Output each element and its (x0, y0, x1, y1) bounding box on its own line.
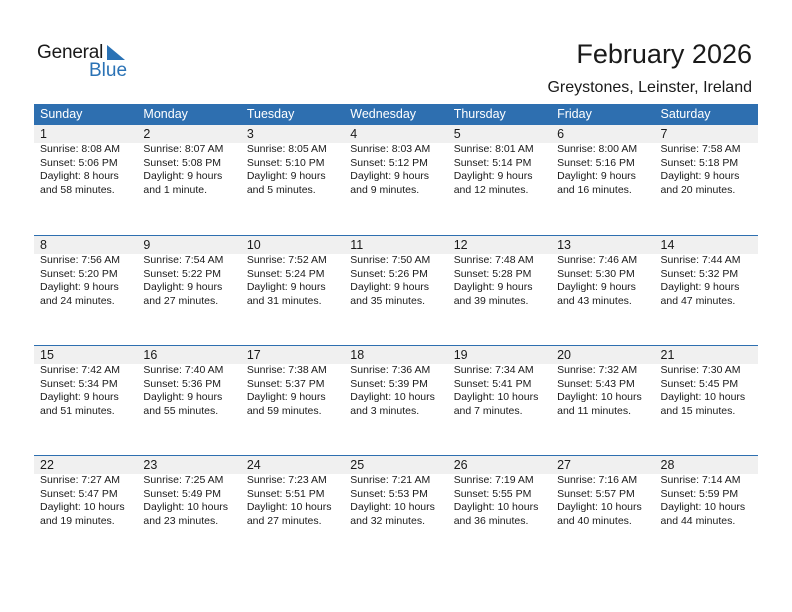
daylight-duration: Daylight: 9 hours (246, 391, 326, 403)
day-number: 1 (34, 125, 137, 143)
day-number: 12 (448, 236, 551, 254)
week-row (34, 455, 758, 565)
daylight-duration: and 12 minutes. (453, 183, 529, 196)
daylight-duration: and 1 minute. (143, 183, 208, 196)
sunset-time: Sunset: 5:43 PM (557, 377, 635, 390)
daylight-duration: and 7 minutes. (453, 404, 523, 417)
weekday-header: Friday (557, 107, 592, 121)
day-number: 14 (655, 236, 758, 254)
day-cell (448, 236, 551, 308)
logo-blue-text: Blue (89, 60, 128, 81)
day-cell (34, 456, 137, 528)
daylight-duration: and 19 minutes. (40, 514, 115, 527)
daylight-duration: and 11 minutes. (557, 404, 632, 417)
day-number: 15 (34, 346, 137, 364)
sunrise-time: Sunrise: 8:01 AM (453, 143, 534, 155)
day-details (34, 364, 137, 418)
day-details (551, 143, 654, 197)
sunrise-time: Sunrise: 7:23 AM (246, 474, 327, 486)
week-days (34, 456, 758, 528)
sunrise-time: Sunrise: 8:05 AM (246, 143, 327, 155)
sunrise-time: Sunrise: 7:58 AM (660, 143, 741, 155)
sunrise-time: Sunrise: 7:54 AM (143, 254, 224, 266)
weekday-header: Wednesday (350, 107, 417, 121)
day-number: 21 (655, 346, 758, 364)
day-cell (344, 456, 447, 528)
sunrise-time: Sunrise: 8:00 AM (557, 143, 638, 155)
weekday-header: Tuesday (246, 107, 295, 121)
day-number: 13 (551, 236, 654, 254)
day-details (448, 254, 551, 308)
weekday-header: Sunday (40, 107, 83, 121)
weekday-header: Monday (143, 107, 188, 121)
week-days (34, 125, 758, 197)
sunrise-time: Sunrise: 7:16 AM (557, 474, 638, 486)
calendar-grid (34, 104, 758, 527)
daylight-duration: and 58 minutes. (40, 183, 115, 196)
sunrise-time: Sunrise: 8:08 AM (40, 143, 120, 155)
day-number: 27 (551, 456, 654, 474)
sunrise-time: Sunrise: 7:36 AM (350, 364, 431, 376)
day-cell (551, 456, 654, 528)
day-cell (448, 456, 551, 528)
sunrise-time: Sunrise: 7:32 AM (557, 364, 638, 376)
sunset-time: Sunset: 5:34 PM (40, 377, 118, 390)
weekday-header-row (34, 104, 758, 125)
day-number: 22 (34, 456, 137, 474)
day-details (137, 474, 240, 528)
day-number: 11 (344, 236, 447, 254)
day-details (241, 254, 344, 308)
day-details (655, 364, 758, 418)
day-details (344, 364, 447, 418)
daylight-duration: and 16 minutes. (557, 183, 632, 196)
sunset-time: Sunset: 5:32 PM (660, 267, 739, 280)
daylight-duration: Daylight: 9 hours (350, 281, 430, 293)
day-details (551, 254, 654, 308)
day-details (448, 474, 551, 528)
daylight-duration: Daylight: 10 hours (557, 501, 642, 513)
daylight-duration: Daylight: 9 hours (453, 281, 533, 293)
daylight-duration: Daylight: 10 hours (453, 501, 539, 513)
daylight-duration: Daylight: 9 hours (453, 170, 533, 182)
day-details (34, 474, 137, 528)
daylight-duration: Daylight: 10 hours (557, 391, 642, 403)
daylight-duration: Daylight: 9 hours (660, 281, 740, 293)
day-details (655, 143, 758, 197)
sunrise-time: Sunrise: 7:52 AM (246, 254, 327, 266)
day-number: 7 (655, 125, 758, 143)
daylight-duration: and 43 minutes. (557, 294, 632, 307)
day-details (344, 474, 447, 528)
sunrise-time: Sunrise: 7:25 AM (143, 474, 224, 486)
day-details (34, 143, 137, 197)
sunset-time: Sunset: 5:47 PM (40, 487, 118, 500)
day-details (344, 143, 447, 197)
daylight-duration: Daylight: 9 hours (557, 170, 636, 182)
sunset-time: Sunset: 5:16 PM (557, 156, 635, 169)
daylight-duration: and 24 minutes. (40, 294, 115, 307)
day-cell (448, 346, 551, 418)
week-row (34, 345, 758, 455)
day-number: 8 (34, 236, 137, 254)
sunrise-time: Sunrise: 7:56 AM (40, 254, 120, 266)
logo (37, 42, 137, 82)
daylight-duration: and 59 minutes. (246, 404, 322, 417)
daylight-duration: Daylight: 10 hours (40, 501, 125, 513)
sunset-time: Sunset: 5:28 PM (453, 267, 532, 280)
daylight-duration: and 5 minutes. (246, 183, 316, 196)
daylight-duration: and 47 minutes. (660, 294, 736, 307)
day-number: 26 (448, 456, 551, 474)
day-details (448, 364, 551, 418)
day-details (137, 364, 240, 418)
day-number: 16 (137, 346, 240, 364)
weekday-header: Saturday (660, 107, 711, 121)
sunset-time: Sunset: 5:51 PM (246, 487, 325, 500)
daylight-duration: Daylight: 9 hours (246, 281, 326, 293)
daylight-duration: Daylight: 9 hours (143, 391, 223, 403)
day-cell (137, 456, 240, 528)
sunset-time: Sunset: 5:14 PM (453, 156, 532, 169)
day-details (448, 143, 551, 197)
day-details (551, 474, 654, 528)
sunset-time: Sunset: 5:18 PM (660, 156, 739, 169)
sunrise-time: Sunrise: 7:40 AM (143, 364, 224, 376)
daylight-duration: Daylight: 10 hours (143, 501, 229, 513)
daylight-duration: and 36 minutes. (453, 514, 529, 527)
day-number: 6 (551, 125, 654, 143)
day-cell (241, 456, 344, 528)
logo-general-text: General (37, 42, 104, 63)
sunset-time: Sunset: 5:57 PM (557, 487, 635, 500)
day-cell (137, 125, 240, 197)
day-cell (34, 125, 137, 197)
day-number: 25 (344, 456, 447, 474)
daylight-duration: Daylight: 10 hours (453, 391, 539, 403)
week-days (34, 236, 758, 308)
sunrise-time: Sunrise: 7:30 AM (660, 364, 741, 376)
daylight-duration: and 32 minutes. (350, 514, 425, 527)
daylight-duration: Daylight: 10 hours (350, 501, 435, 513)
day-cell (551, 125, 654, 197)
day-number: 5 (448, 125, 551, 143)
day-cell (655, 125, 758, 197)
day-cell (137, 236, 240, 308)
sunrise-time: Sunrise: 7:46 AM (557, 254, 638, 266)
daylight-duration: and 51 minutes. (40, 404, 115, 417)
daylight-duration: Daylight: 9 hours (350, 170, 430, 182)
sunrise-time: Sunrise: 7:19 AM (453, 474, 534, 486)
daylight-duration: and 15 minutes. (660, 404, 736, 417)
week-days (34, 346, 758, 418)
day-number: 2 (137, 125, 240, 143)
sunset-time: Sunset: 5:10 PM (246, 156, 325, 169)
week-row (34, 125, 758, 235)
day-details (241, 474, 344, 528)
daylight-duration: Daylight: 9 hours (143, 170, 223, 182)
daylight-duration: Daylight: 10 hours (350, 391, 435, 403)
sunrise-time: Sunrise: 7:50 AM (350, 254, 431, 266)
daylight-duration: Daylight: 9 hours (40, 391, 119, 403)
daylight-duration: and 23 minutes. (143, 514, 219, 527)
day-cell (344, 125, 447, 197)
daylight-duration: and 35 minutes. (350, 294, 425, 307)
day-number: 3 (241, 125, 344, 143)
sunset-time: Sunset: 5:26 PM (350, 267, 428, 280)
day-cell (137, 346, 240, 418)
day-details (34, 254, 137, 308)
sunset-time: Sunset: 5:45 PM (660, 377, 739, 390)
sunset-time: Sunset: 5:53 PM (350, 487, 428, 500)
sunrise-time: Sunrise: 7:34 AM (453, 364, 534, 376)
day-cell (344, 346, 447, 418)
day-number: 20 (551, 346, 654, 364)
day-details (137, 143, 240, 197)
daylight-duration: Daylight: 10 hours (660, 391, 746, 403)
daylight-duration: Daylight: 10 hours (660, 501, 746, 513)
daylight-duration: and 39 minutes. (453, 294, 529, 307)
day-details (655, 474, 758, 528)
daylight-duration: Daylight: 10 hours (246, 501, 332, 513)
day-number: 10 (241, 236, 344, 254)
daylight-duration: Daylight: 9 hours (246, 170, 326, 182)
day-details (551, 364, 654, 418)
day-number: 18 (344, 346, 447, 364)
day-details (655, 254, 758, 308)
day-cell (551, 346, 654, 418)
sunrise-time: Sunrise: 8:03 AM (350, 143, 431, 155)
sunrise-time: Sunrise: 7:44 AM (660, 254, 741, 266)
day-cell (241, 125, 344, 197)
sunset-time: Sunset: 5:12 PM (350, 156, 428, 169)
sunset-time: Sunset: 5:39 PM (350, 377, 428, 390)
daylight-duration: Daylight: 9 hours (40, 281, 119, 293)
sunrise-time: Sunrise: 7:42 AM (40, 364, 120, 376)
logo-triangle-icon (107, 45, 125, 60)
week-row (34, 235, 758, 345)
day-number: 23 (137, 456, 240, 474)
day-cell (34, 346, 137, 418)
sunset-time: Sunset: 5:55 PM (453, 487, 532, 500)
day-number: 4 (344, 125, 447, 143)
daylight-duration: and 27 minutes. (143, 294, 219, 307)
location-subtitle: Greystones, Leinster, Ireland (547, 79, 752, 96)
daylight-duration: Daylight: 9 hours (660, 170, 740, 182)
sunrise-time: Sunrise: 7:48 AM (453, 254, 534, 266)
day-cell (344, 236, 447, 308)
sunset-time: Sunset: 5:37 PM (246, 377, 325, 390)
daylight-duration: and 9 minutes. (350, 183, 420, 196)
daylight-duration: and 20 minutes. (660, 183, 736, 196)
sunrise-time: Sunrise: 7:38 AM (246, 364, 327, 376)
daylight-duration: and 44 minutes. (660, 514, 736, 527)
day-cell (551, 236, 654, 308)
daylight-duration: and 3 minutes. (350, 404, 420, 417)
page-title: February 2026 (576, 39, 752, 69)
day-details (241, 364, 344, 418)
sunset-time: Sunset: 5:06 PM (40, 156, 118, 169)
sunset-time: Sunset: 5:41 PM (453, 377, 532, 390)
sunrise-time: Sunrise: 7:27 AM (40, 474, 120, 486)
weekday-header: Thursday (453, 107, 506, 121)
daylight-duration: and 31 minutes. (246, 294, 322, 307)
day-cell (34, 236, 137, 308)
sunrise-time: Sunrise: 7:21 AM (350, 474, 431, 486)
daylight-duration: Daylight: 8 hours (40, 170, 119, 182)
sunset-time: Sunset: 5:59 PM (660, 487, 739, 500)
daylight-duration: Daylight: 9 hours (557, 281, 636, 293)
daylight-duration: and 40 minutes. (557, 514, 632, 527)
daylight-duration: and 55 minutes. (143, 404, 219, 417)
day-number: 19 (448, 346, 551, 364)
day-cell (241, 236, 344, 308)
day-details (344, 254, 447, 308)
day-cell (655, 346, 758, 418)
day-number: 9 (137, 236, 240, 254)
daylight-duration: Daylight: 9 hours (143, 281, 223, 293)
day-number: 24 (241, 456, 344, 474)
sunset-time: Sunset: 5:22 PM (143, 267, 222, 280)
sunset-time: Sunset: 5:36 PM (143, 377, 222, 390)
day-number: 28 (655, 456, 758, 474)
day-cell (655, 236, 758, 308)
daylight-duration: and 27 minutes. (246, 514, 322, 527)
day-details (241, 143, 344, 197)
sunset-time: Sunset: 5:49 PM (143, 487, 222, 500)
day-details (137, 254, 240, 308)
day-cell (241, 346, 344, 418)
sunrise-time: Sunrise: 8:07 AM (143, 143, 224, 155)
sunrise-time: Sunrise: 7:14 AM (660, 474, 741, 486)
day-number: 17 (241, 346, 344, 364)
sunset-time: Sunset: 5:24 PM (246, 267, 325, 280)
day-cell (655, 456, 758, 528)
sunset-time: Sunset: 5:08 PM (143, 156, 222, 169)
sunset-time: Sunset: 5:30 PM (557, 267, 635, 280)
day-cell (448, 125, 551, 197)
sunset-time: Sunset: 5:20 PM (40, 267, 118, 280)
